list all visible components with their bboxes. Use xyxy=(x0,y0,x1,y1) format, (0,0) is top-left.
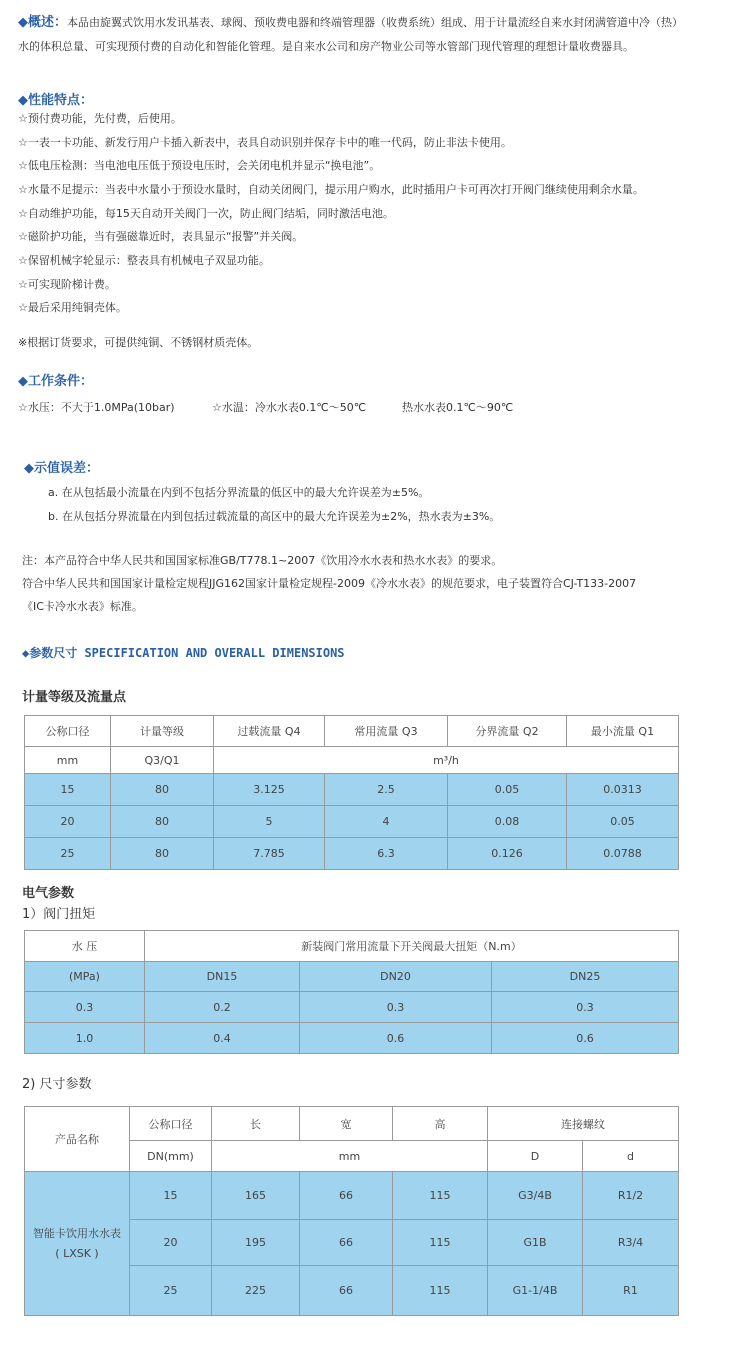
table-cell: 0.0313 xyxy=(567,774,679,806)
feature-item-8: ☆可实现阶梯计费。 xyxy=(18,278,116,291)
table-cell: 0.2 xyxy=(145,992,300,1023)
feature-item-5: ☆自动维护功能，每15天自动开关阀门一次，防止阀门结垢，同时激活电池。 xyxy=(18,207,394,220)
dimensions-table xyxy=(24,1106,679,1316)
standards-line-2: 符合中华人民共和国国家计量检定规程JJG162国家计量检定规程-2009《冷水水表》的规范要求，电子装置符合CJ-T133-2007 xyxy=(22,577,637,590)
conditions-pressure: ☆水压：不大于1.0MPa(10bar) xyxy=(18,401,175,414)
table-cell: G1B xyxy=(488,1220,583,1266)
table-cell: 20 xyxy=(130,1220,212,1266)
feature-item-7: ☆保留机械字轮显示：整表具有机械电子双显功能。 xyxy=(18,254,270,267)
torque-unit-cell: (MPa) xyxy=(25,962,145,992)
table-cell: 15 xyxy=(25,774,111,806)
flow-unit-cell: mm xyxy=(25,747,111,774)
dimensions-header-row xyxy=(25,1107,679,1141)
error-heading: ◆示值误差： xyxy=(24,461,99,476)
table-cell: 0.3 xyxy=(300,992,492,1023)
dimensions-product-name xyxy=(25,1172,130,1316)
features-heading: ◆性能特点： xyxy=(18,93,93,108)
dimensions-product-label: 产品名称 xyxy=(25,1107,130,1172)
conditions-hot: 热水水表0.1℃～90℃ xyxy=(402,401,514,414)
torque-header-cell: 新装阀门常用流量下开关阀最大扭矩（N.m） xyxy=(145,931,679,962)
dimensions-heading: 2) 尺寸参数 xyxy=(22,1077,92,1092)
torque-unit-row xyxy=(25,962,679,992)
table-cell: G3/4B xyxy=(488,1172,583,1220)
conditions-temp: ☆水温：冷水水表0.1℃～50℃ xyxy=(212,401,367,414)
flow-unit-cell: m³/h xyxy=(214,747,679,774)
table-row xyxy=(25,806,679,838)
table-cell: 0.4 xyxy=(145,1023,300,1054)
table-cell: 0.0788 xyxy=(567,838,679,870)
table-cell: 115 xyxy=(393,1172,488,1220)
table-cell: 1.0 xyxy=(25,1023,145,1054)
conditions-heading: ◆工作条件： xyxy=(18,374,93,389)
torque-unit-cell: DN20 xyxy=(300,962,492,992)
feature-item-1: ☆预付费功能，先付费，后使用。 xyxy=(18,112,182,125)
table-row xyxy=(25,1023,679,1054)
feature-item-4: ☆水量不足提示：当表中水量小于预设水量时，自动关闭阀门，提示用户购水，此时插用户卡可再次打开阀门继续使用剩余水量。 xyxy=(18,183,644,196)
table-cell: 165 xyxy=(212,1172,300,1220)
dimensions-unit-cell: mm xyxy=(212,1141,488,1172)
spec-heading: ◆参数尺寸 SPECIFICATION AND OVERALL DIMENSIONS xyxy=(22,646,345,660)
overview-line-2: 水的体积总量、可实现预付费的自动化和智能化管理。是自来水公司和房产物业公司等水管部门现代管理的理想计量收费器具。 xyxy=(18,40,634,53)
flow-unit-cell: Q3/Q1 xyxy=(111,747,214,774)
table-cell: 66 xyxy=(300,1220,393,1266)
table-cell: 0.6 xyxy=(300,1023,492,1054)
feature-item-9: ☆最后采用纯铜壳体。 xyxy=(18,301,127,314)
table-cell: R1 xyxy=(583,1266,679,1316)
feature-item-2: ☆一表一卡功能、新发行用户卡插入新表中，表具自动识别并保存卡中的唯一代码，防止非法卡使用。 xyxy=(18,136,512,149)
torque-unit-cell: DN15 xyxy=(145,962,300,992)
table-cell: 0.05 xyxy=(448,774,567,806)
table-cell: 2.5 xyxy=(325,774,448,806)
product-name-line-2: ( LXSK ) xyxy=(55,1246,99,1260)
table-cell: G1-1/4B xyxy=(488,1266,583,1316)
electrical-heading: 电气参数 xyxy=(22,886,75,901)
flow-header-cell: 最小流量 Q1 xyxy=(567,716,679,747)
error-item-b: b. 在从包括分界流量在内到包括过载流量的高区中的最大允许误差为±2%，热水表为±3%。 xyxy=(48,510,501,523)
flow-unit-row xyxy=(25,747,679,774)
table-cell: 0.6 xyxy=(492,1023,679,1054)
table-cell: 0.3 xyxy=(492,992,679,1023)
feature-item-6: ☆磁阶护功能，当有强磁靠近时，表具显示“报警”并关阀。 xyxy=(18,230,304,243)
dimensions-header-cell: 宽 xyxy=(300,1107,393,1141)
table-row xyxy=(25,838,679,870)
table-cell: 115 xyxy=(393,1266,488,1316)
table-cell: 0.05 xyxy=(567,806,679,838)
table-cell: 80 xyxy=(111,806,214,838)
table-cell: 0.08 xyxy=(448,806,567,838)
overview-text-1: 本品由旋翼式饮用水发讯基表、球阀、预收费电器和终端管理器（收费系统）组成、用于计量流经自来水封闭满管道中冷（热） xyxy=(67,16,683,29)
flow-header-cell: 公称口径 xyxy=(25,716,111,747)
torque-header-row xyxy=(25,931,679,962)
table-cell: 20 xyxy=(25,806,111,838)
torque-header-cell: 水 压 xyxy=(25,931,145,962)
table-cell: 115 xyxy=(393,1220,488,1266)
table-cell: 25 xyxy=(25,838,111,870)
table-cell: 15 xyxy=(130,1172,212,1220)
torque-unit-cell: DN25 xyxy=(492,962,679,992)
overview-heading: ◆概述： xyxy=(18,15,67,30)
table-cell: 195 xyxy=(212,1220,300,1266)
dimensions-header-cell: 公称口径 xyxy=(130,1107,212,1141)
torque-table xyxy=(24,930,679,1054)
table-cell: 0.3 xyxy=(25,992,145,1023)
dimensions-header-cell: 连接螺纹 xyxy=(488,1107,679,1141)
dimensions-unit-cell: d xyxy=(583,1141,679,1172)
table-cell: 7.785 xyxy=(214,838,325,870)
table-row xyxy=(25,774,679,806)
table-cell: R3/4 xyxy=(583,1220,679,1266)
table-cell: 80 xyxy=(111,838,214,870)
dimensions-header-cell: 长 xyxy=(212,1107,300,1141)
table-cell: 4 xyxy=(325,806,448,838)
table-cell: 225 xyxy=(212,1266,300,1316)
flow-header-cell: 分界流量 Q2 xyxy=(448,716,567,747)
table-cell: 3.125 xyxy=(214,774,325,806)
dimensions-header-cell: 高 xyxy=(393,1107,488,1141)
dimensions-unit-cell: DN(mm) xyxy=(130,1141,212,1172)
feature-item-3: ☆低电压检测：当电池电压低于预设电压时，会关闭电机并显示“换电池”。 xyxy=(18,159,381,172)
flow-header-cell: 过载流量 Q4 xyxy=(214,716,325,747)
table-cell: 0.126 xyxy=(448,838,567,870)
flow-header-cell: 常用流量 Q3 xyxy=(325,716,448,747)
standards-line-1: 注：本产品符合中华人民共和国国家标准GB/T778.1~2007《饮用冷水水表和热水水表》的要求。 xyxy=(22,554,503,567)
error-item-a: a. 在从包括最小流量在内到不包括分界流量的低区中的最大允许误差为±5%。 xyxy=(48,486,430,499)
flow-table-title: 计量等级及流量点 xyxy=(22,690,127,705)
table-cell: 5 xyxy=(214,806,325,838)
torque-subtitle: 1）阀门扭矩 xyxy=(22,907,96,922)
table-cell: 66 xyxy=(300,1266,393,1316)
dimensions-unit-cell: D xyxy=(488,1141,583,1172)
product-name-line-1: 智能卡饮用水水表 xyxy=(33,1226,121,1240)
standards-line-3: 《IC卡冷水水表》标准。 xyxy=(22,600,143,613)
overview-line-1 xyxy=(18,12,683,34)
table-cell: 25 xyxy=(130,1266,212,1316)
table-row xyxy=(25,992,679,1023)
table-row xyxy=(25,1172,679,1220)
flow-header-row xyxy=(25,716,679,747)
flow-header-cell: 计量等级 xyxy=(111,716,214,747)
table-cell: 6.3 xyxy=(325,838,448,870)
table-cell: 80 xyxy=(111,774,214,806)
features-note: ※根据订货要求，可提供纯铜、不锈钢材质壳体。 xyxy=(18,336,259,349)
table-cell: 66 xyxy=(300,1172,393,1220)
table-cell: R1/2 xyxy=(583,1172,679,1220)
flow-table xyxy=(24,715,679,870)
